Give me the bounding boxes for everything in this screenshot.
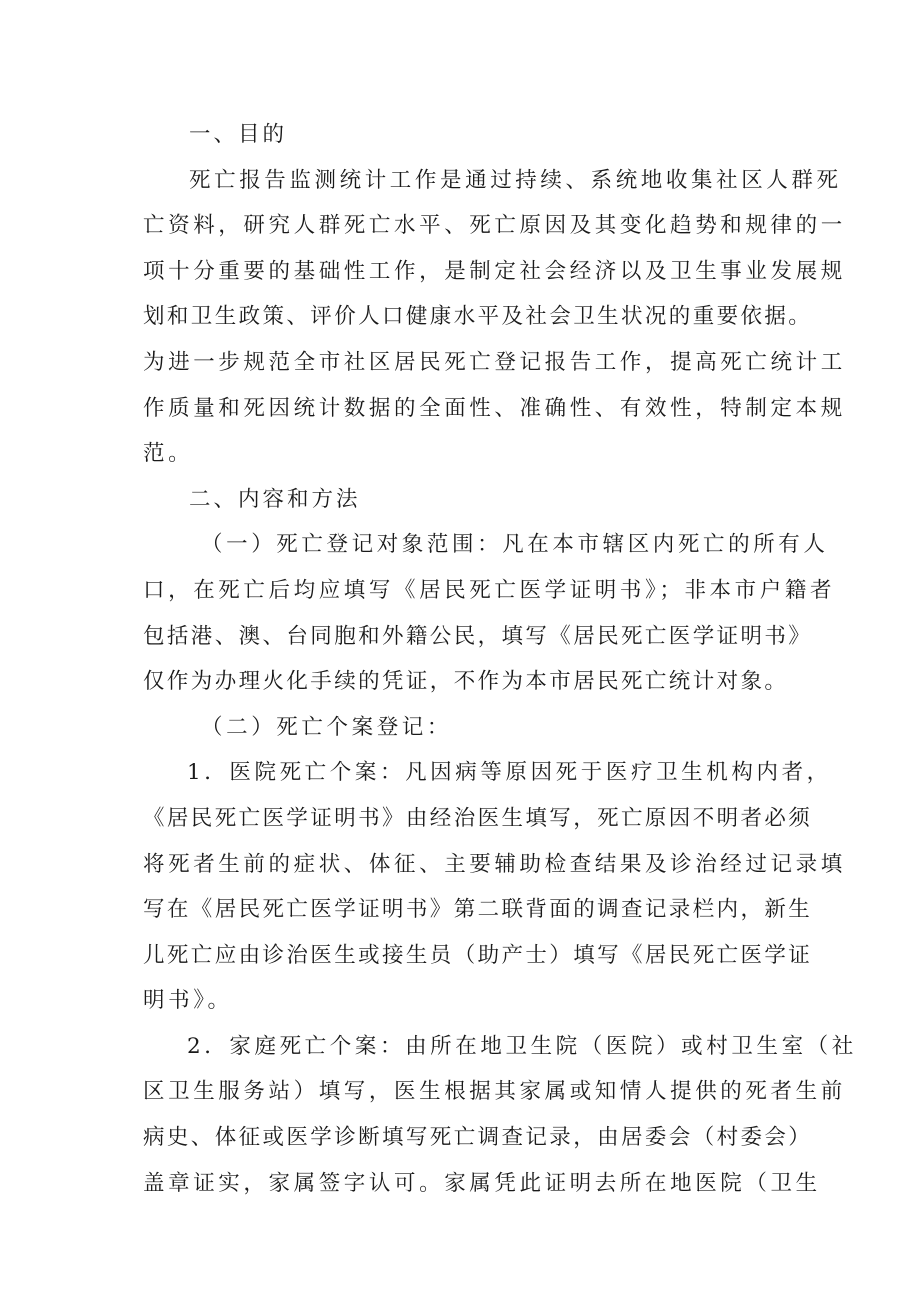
paragraph-line: 区卫生服务站）填写，医生根据其家属或知情人提供的死者生前: [143, 1079, 846, 1105]
paragraph-line: （一）死亡登记对象范围：凡在本市辖区内死亡的所有人: [201, 532, 829, 558]
paragraph-line: 划和卫生政策、评价人口健康水平及社会卫生状况的重要依据。: [143, 304, 813, 330]
paragraph-purpose: [143, 158, 846, 477]
document-body: [143, 112, 857, 1206]
paragraph-hospital-death: [143, 750, 846, 1024]
paragraph-line: 儿死亡应由诊治医生或接生员（助产士）填写《居民死亡医学证: [143, 942, 813, 968]
paragraph-line: 作质量和死因统计数据的全面性、准确性、有效性，特制定本规: [143, 395, 846, 421]
section-heading-purpose: 一、目的: [189, 122, 288, 147]
paragraph-line: 项十分重要的基础性工作，是制定社会经济以及卫生事业发展规: [143, 258, 846, 284]
paragraph-registration-scope: [143, 522, 836, 704]
subheading-case-registration: （二）死亡个案登记：: [201, 714, 453, 740]
paragraph-line: 写在《居民死亡医学证明书》第二联背面的调查记录栏内，新生: [143, 897, 813, 923]
paragraph-line: 明书》。: [143, 988, 233, 1014]
paragraph-line: 为进一步规范全市社区居民死亡登记报告工作，提高死亡统计工: [143, 349, 846, 375]
paragraph-line: 《居民死亡医学证明书》由经治医生填写，死亡原因不明者必须: [143, 805, 813, 831]
paragraph-line: 1．医院死亡个案：凡因病等原因死于医疗卫生机构内者，: [187, 760, 832, 786]
paragraph-home-death: [143, 1024, 857, 1206]
paragraph-line: 病史、体征或医学诊断填写死亡调查记录，由居委会（村委会）: [143, 1125, 813, 1151]
paragraph-line: 盖章证实，家属签字认可。家属凭此证明去所在地医院（卫生: [143, 1170, 821, 1196]
section-heading-content-method: 二、内容和方法: [189, 486, 361, 512]
paragraph-line: 2．家庭死亡个案：由所在地卫生院（医院）或村卫生室（社: [187, 1033, 857, 1059]
paragraph-line: 仅作为办理火化手续的凭证，不作为本市居民死亡统计对象。: [143, 669, 789, 695]
paragraph-line: 范。: [143, 441, 194, 467]
paragraph-line: 包括港、澳、台同胞和外籍公民，填写《居民死亡医学证明书》: [143, 623, 813, 649]
paragraph-line: 亡资料，研究人群死亡水平、死亡原因及其变化趋势和规律的一: [143, 213, 846, 239]
paragraph-line: 将死者生前的症状、体征、主要辅助检查结果及诊治经过记录填: [143, 851, 846, 877]
paragraph-line: 死亡报告监测统计工作是通过持续、系统地收集社区人群死: [189, 167, 842, 193]
paragraph-line: 口，在死亡后均应填写《居民死亡医学证明书》；非本市户籍者: [143, 577, 836, 603]
